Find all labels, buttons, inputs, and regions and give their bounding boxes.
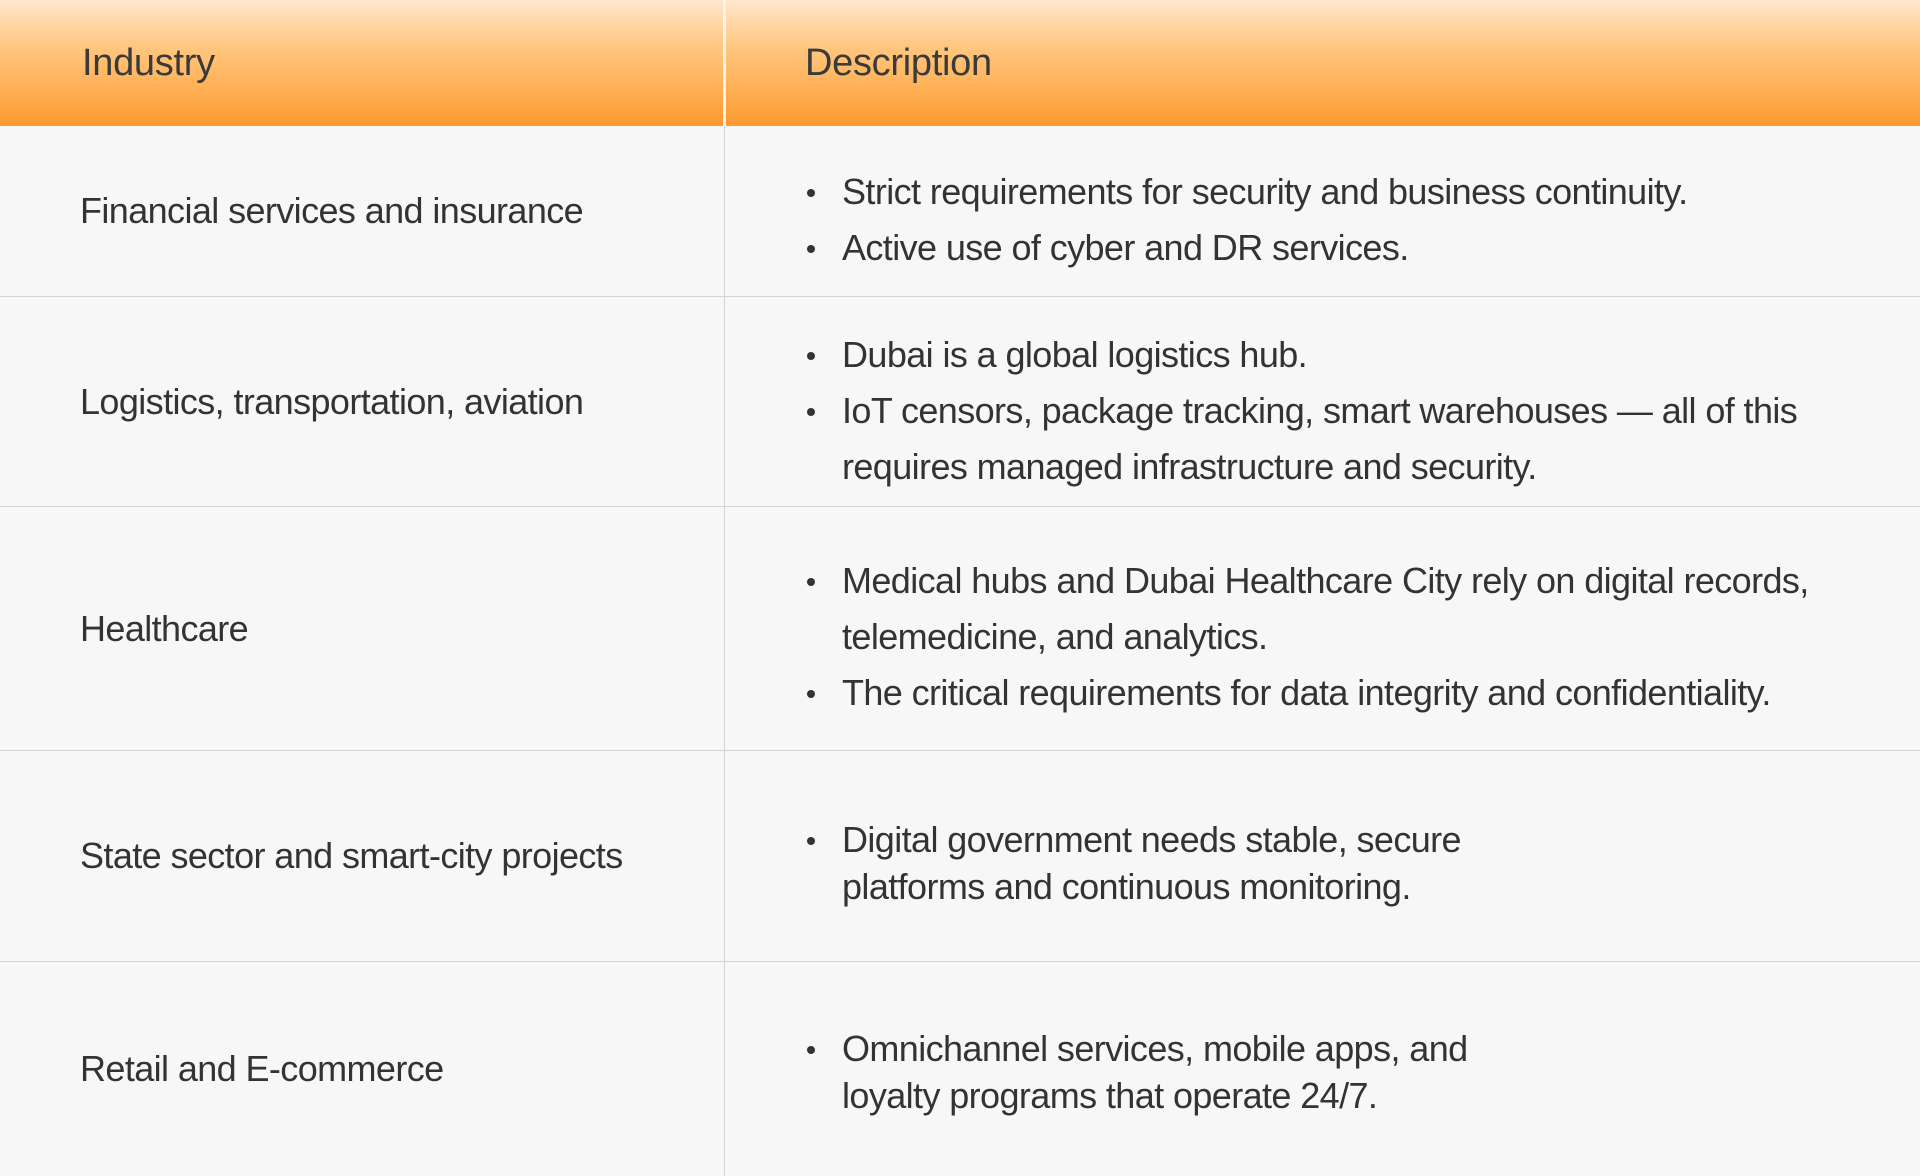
- row-2-description: [805, 327, 1835, 495]
- row-5-description: [805, 1025, 1525, 1119]
- row-3-description: [805, 553, 1835, 721]
- row-3-industry: Healthcare: [80, 607, 249, 649]
- row-5-item-1: Omnichannel services, mobile apps, and loyalty programs that operate 24/7.: [805, 1025, 1525, 1119]
- header-description: Description: [805, 41, 992, 84]
- row-2-item-2: IoT censors, package tracking, smart warehouses — all of this requires managed infrastructure and security.: [805, 383, 1835, 495]
- row-1-description: [805, 164, 1845, 276]
- row-divider: [0, 506, 1920, 507]
- row-1-item-2: Active use of cyber and DR services.: [805, 220, 1845, 276]
- row-3-item-2: The critical requirements for data integrity and confidentiality.: [805, 665, 1835, 721]
- header-divider: [723, 0, 726, 126]
- column-divider: [724, 126, 725, 1176]
- row-1-item-1: Strict requirements for security and business continuity.: [805, 164, 1845, 220]
- row-3-item-1: Medical hubs and Dubai Healthcare City rely on digital records, telemedicine, and analytics.: [805, 553, 1835, 665]
- row-4-industry: State sector and smart-city projects: [80, 835, 623, 876]
- row-2-industry: Logistics, transportation, aviation: [80, 380, 584, 422]
- row-5-industry: Retail and E-commerce: [80, 1048, 444, 1089]
- row-4-description: [805, 816, 1525, 910]
- header-industry: Industry: [82, 41, 215, 84]
- row-2-item-1: Dubai is a global logistics hub.: [805, 327, 1835, 383]
- row-1-industry: Financial services and insurance: [80, 190, 584, 231]
- table-header: [0, 0, 1920, 126]
- row-4-item-1: Digital government needs stable, secure platforms and continuous monitoring.: [805, 816, 1525, 910]
